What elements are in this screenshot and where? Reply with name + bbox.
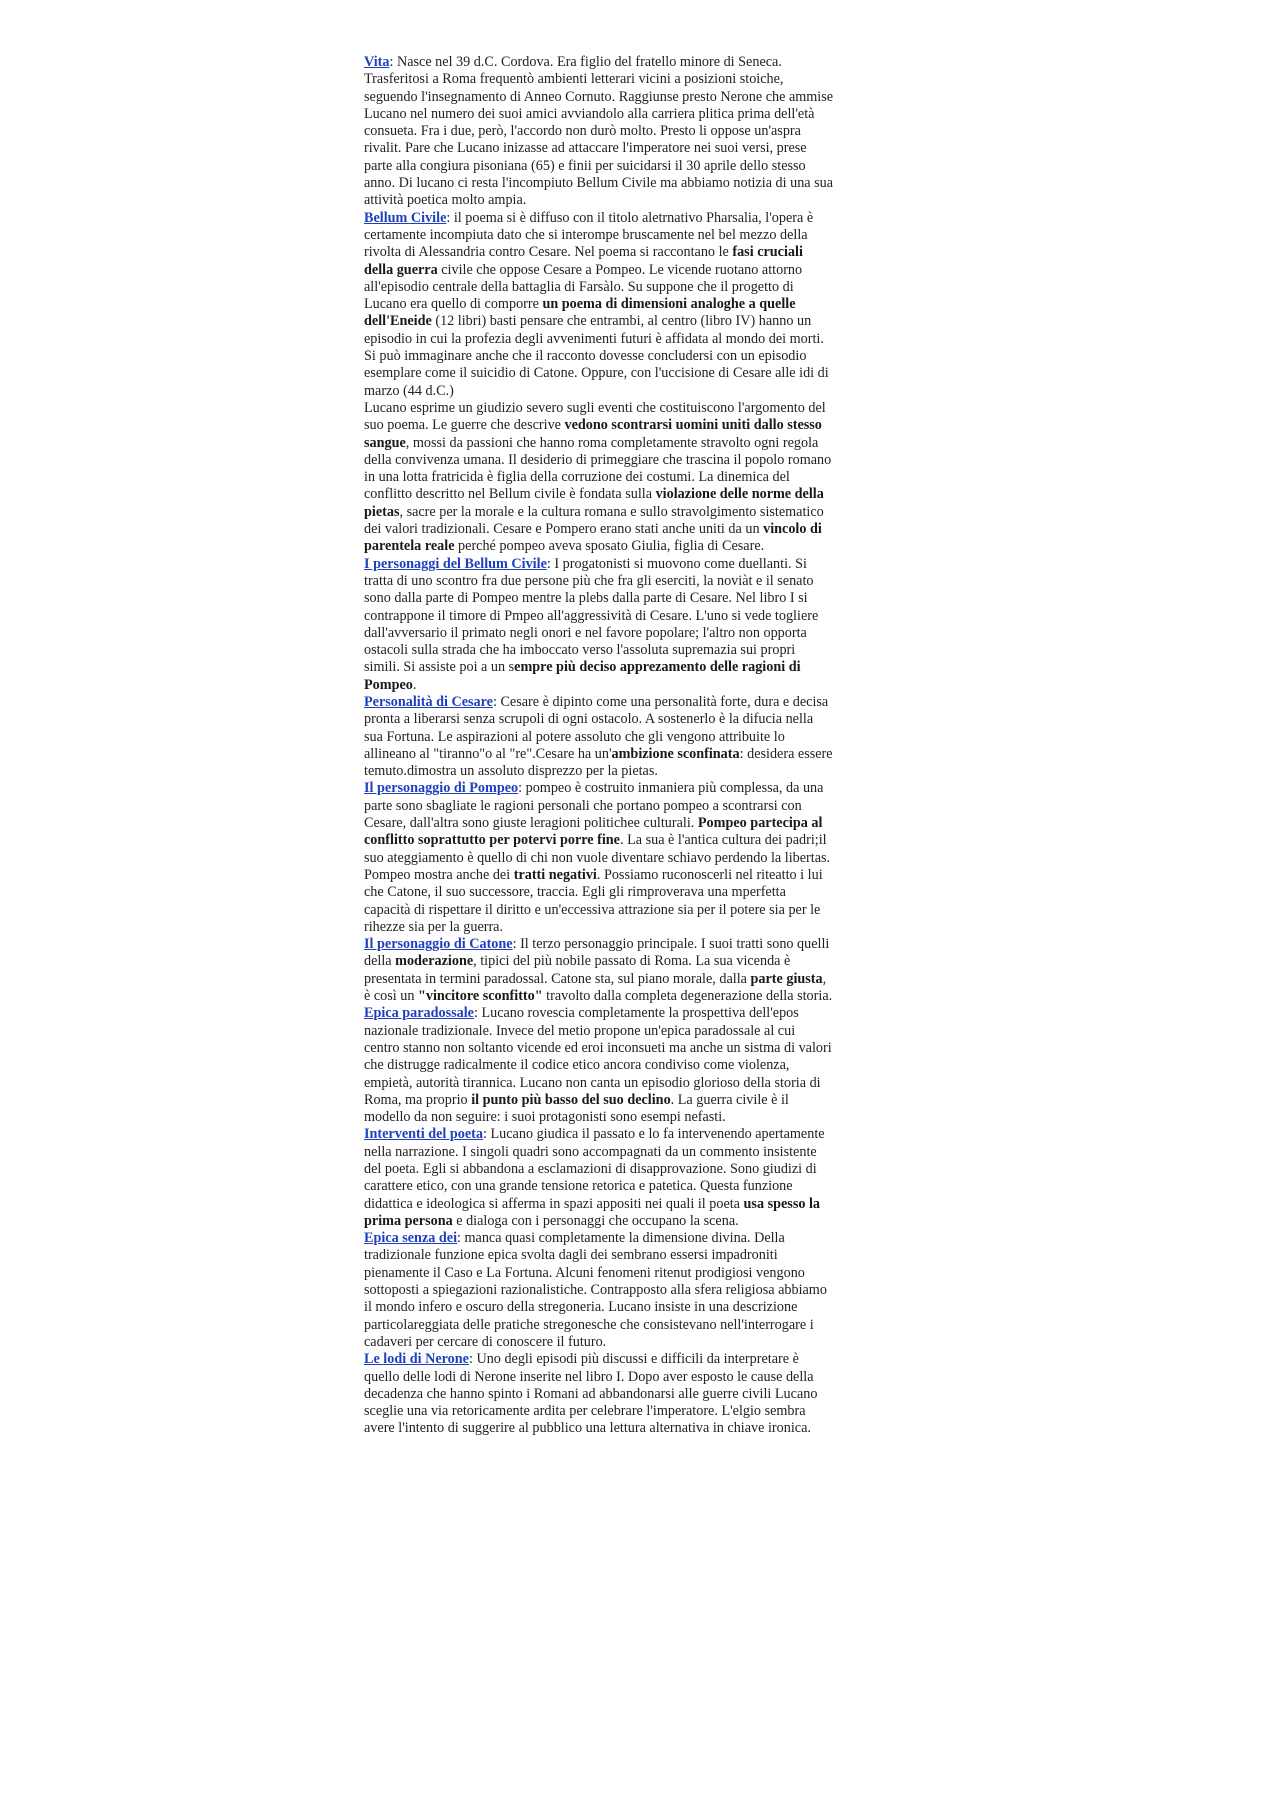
document-body (364, 54, 834, 1438)
section-personaggi (364, 556, 834, 694)
text: . La guerra civile è il modello da non seguire: i suoi protagonisti sono esempi nefasti. (364, 1091, 789, 1126)
bold-text: tratti negativi (513, 866, 597, 883)
text: : Lucano rovescia completamente la prospettiva dell'epos nazionale tradizionale. Invece del metio propone un'epica paradossale al cui centro stanno non soltanto vicende ed eroi inconsueti ma anche un sistma di valori che distrugge radicalmente il codice etico ancora condiviso come violenza, empietà, autorità tirannica. Lucano non canta un episodio glorioso della storia di Roma, ma proprio (364, 1005, 832, 1108)
text: : I progatonisti si muovono come duellanti. Si tratta di uno scontro fra due persone più che fra gli eserciti, la noviàt e il senato sono dalla parte di Pompeo mentre la plebs dalla parte di Cesare. Nel libro I si contrappone il timore di Pmpeo all'aggressività di Cesare. L'uno si vede togliere dall'avversario il primato negli onori e nel favore popolare; l'altro non opporta ostacoli sulla strada che ha imboccato verso l'assoluta supremazia sui propri simili. Si assiste poi a un s (364, 555, 819, 676)
bold-text: Pompeo partecipa al conflitto soprattutto per potervi porre fine (364, 815, 823, 849)
bold-text: vedono scontrarsi uomini uniti dallo stesso sangue (364, 417, 822, 451)
bold-text: parte giusta (750, 970, 823, 987)
bold-text: usa spesso la prima persona (364, 1195, 821, 1229)
bold-text: moderazione (395, 953, 474, 970)
heading-link-catone[interactable]: Il personaggio di Catone (364, 936, 513, 953)
text: : Lucano giudica il passato e lo fa intervenendo apertamente nella narrazione. I singoli quadri sono accompagnati da un commento insistente del poeta. Egli si abbandona a esclamazioni di disapprovazione. Sono giudizi di carattere etico, con una grande tensione retorica e patetica. Questa funzione didattica e ideologica si afferma in spazi appositi nei quali il poeta (364, 1126, 825, 1212)
section-cesare (364, 694, 834, 780)
bold-text: violazione delle norme della pietas (364, 486, 824, 520)
text: e dialoga con i personaggi che occupano la scena. (452, 1212, 739, 1229)
text: : desidera essere temuto.dimostra un assoluto disprezzo per la pietas. (364, 745, 833, 780)
heading-link-lodi[interactable]: Le lodi di Nerone (364, 1351, 469, 1368)
text: : Cesare è dipinto come una personalità forte, dura e decisa pronta a liberarsi senza scrupoli di ogni ostacolo. A sostenerlo è la difucia nella sua Fortuna. Le aspirazioni al potere assoluto che gli vengono attribuite lo allineano al "tiranno"o al "re".Cesare ha un' (364, 693, 829, 762)
text: , è così un (364, 970, 827, 1005)
section-vita (364, 54, 834, 210)
text: : Uno degli episodi più discussi e difficili da interpretare è quello delle lodi di Nerone inserite nel libro I. Dopo aver esposto le cause della decadenza che hanno spinto i Romani ad abbandonarsi alle guerre civili Lucano sceglie una via retoricamente ardita per celebrare l'imperatore. L'elgio sembra avere l'intento di suggerire al pubblico una lettura alternativa in chiave ironica. (364, 1351, 818, 1437)
text: . Possiamo ruconoscerli nel riteatto i lui che Catone, il suo successore, traccia. Egli gli rimproverava una mperfetta capacità di rispettare il diritto e un'eccessiva attrazione sia per il potere sia per le rihezze sia per la guerra. (364, 866, 823, 935)
section-senza-dei (364, 1230, 834, 1351)
bold-text: empre più deciso apprezamento delle ragioni di Pompeo (364, 659, 801, 693)
section-giudizio (364, 400, 834, 556)
heading-link-interventi[interactable]: Interventi del poeta (364, 1126, 484, 1143)
section-pompeo (364, 780, 834, 936)
text: , sacre per la morale e la cultura romana e sullo stravolgimento sistematico dei valori tradizionali. Cesare e Pompero erano stati anche uniti da un (364, 503, 824, 538)
heading-link-pompeo[interactable]: Il personaggio di Pompeo (364, 780, 519, 797)
text: : manca quasi completamente la dimensione divina. Della tradizionale funzione epica svolta dagli dei sembrano essersi impadroniti pienamente il Caso e La Fortuna. Alcuni fenomeni ritenut prodigiosi vengono sottoposti a spiegazioni razionalistiche. Contrapposto alla sfera religiosa abbiamo il mondo infero e oscuro della stregoneria. Lucano insiste in una descrizione particolareggiata delle pratiche stregonesche che consistevano nell'interrogare i cadaveri per cercare di conoscere il futuro. (364, 1230, 827, 1350)
bold-text: un poema di dimensioni analoghe a quelle dell'Eneide (364, 296, 796, 330)
heading-link-cesare[interactable]: Personalità di Cesare (364, 693, 493, 710)
heading-link-epica-paradossale[interactable]: Epica paradossale (364, 1005, 474, 1022)
text: : il poema si è diffuso con il titolo aletrnativo Pharsalia, l'opera è certamente incompiuta dato che si interompe bruscamente nel bel mezzo della rivolta di Alessandria contro Cesare. Nel poema si raccontano le (364, 209, 814, 261)
heading-link-bellum-civile[interactable]: Bellum Civile (364, 209, 447, 226)
text: Lucano esprime un giudizio severo sugli eventi che costituiscono l'argomento del suo poema. Le guerre che descrive (364, 399, 826, 434)
text: : Nasce nel 39 d.C. Cordova. Era figlio del fratello minore di Seneca. Trasferitosi a Roma frequentò ambienti letterari vicini a posizioni stoiche, seguendo l'insegnamento di Anneo Cornuto. Raggiunse presto Nerone che ammise Lucano nel numero dei suoi amici avviandolo alla carriera plitica prima dell'età consueta. Fra i due, però, l'accordo non durò molto. Presto li oppose un'aspra rivalit. Pare che Lucano inizasse ad attaccare l'imperatore nei suoi versi, prese parte alla congiura pisoniana (65) e finii per suicidarsi il 30 aprile dello stesso anno. Di lucano ci resta l'incompiuto Bellum Civile ma abbiamo notizia di una sua attività poetica molto ampia. (364, 54, 834, 209)
section-lodi (364, 1351, 834, 1437)
text: travolto dalla completa degenerazione della storia. (542, 988, 833, 1005)
text: . La sua è l'antica cultura dei padri;il suo ateggiamento è quello di chi non vuole diventare schiavo perdendo la libertas. Pompeo mostra anche dei (364, 832, 831, 883)
bold-text: "vincitore sconfitto" (417, 988, 543, 1005)
bold-text: fasi cruciali della guerra (364, 244, 803, 278)
text: : Il terzo personaggio principale. I suoi tratti sono quelli della (364, 936, 830, 970)
section-bellum-civile (364, 210, 834, 400)
section-interventi (364, 1126, 834, 1230)
text: : pompeo è costruito inmaniera più complessa, da una parte sono sbagliate le ragioni personali che portano pompeo a scontrarsi con Cesare, dall'altra sono giuste leragioni politichee culturali. (364, 780, 824, 832)
bold-text: ambizione sconfinata (611, 745, 740, 762)
text: perché pompeo aveva sposato Giulia, figlia di Cesare. (454, 538, 765, 555)
heading-link-personaggi[interactable]: I personaggi del Bellum Civile (364, 555, 547, 572)
text: , tipici del più nobile passato di Roma. La sua vicenda è presentata in termini paradossal. Catone sta, sul piano morale, dalla (364, 953, 791, 987)
heading-link-vita[interactable]: Vita (364, 54, 390, 70)
text: . (412, 676, 417, 693)
bold-text: vincolo di parentela reale (364, 521, 822, 555)
text: , mossi da passioni che hanno roma completamente stravolto ogni regola della convivenza umana. Il desiderio di primeggiare che trascina il popolo romano in una lotta fratricida è figlia della corruzione dei costumi. La dinemica del conflitto descritto nel Bellum civile è fondata sulla (364, 434, 832, 503)
section-epica-paradossale (364, 1005, 834, 1126)
text: civile che oppose Cesare a Pompeo. Le vicende ruotano attorno all'episodio centrale della battaglia di Farsàlo. Su suppone che il progetto di Lucano era quello di comporre (364, 261, 803, 313)
heading-link-senza-dei[interactable]: Epica senza dei (364, 1230, 458, 1247)
section-catone (364, 936, 834, 1005)
bold-text: il punto più basso del suo declino (471, 1091, 671, 1108)
text: (12 libri) basti pensare che entrambi, al centro (libro IV) hanno un episodio in cui la profezia degli avvenimenti futuri è affidata al mondo dei morti. Si può immaginare anche che il racconto dovesse concludersi con un episodio esemplare come il suicidio di Catone. Oppure, con l'uccisione di Cesare alle idi di marzo (44 d.C.) (364, 313, 829, 399)
